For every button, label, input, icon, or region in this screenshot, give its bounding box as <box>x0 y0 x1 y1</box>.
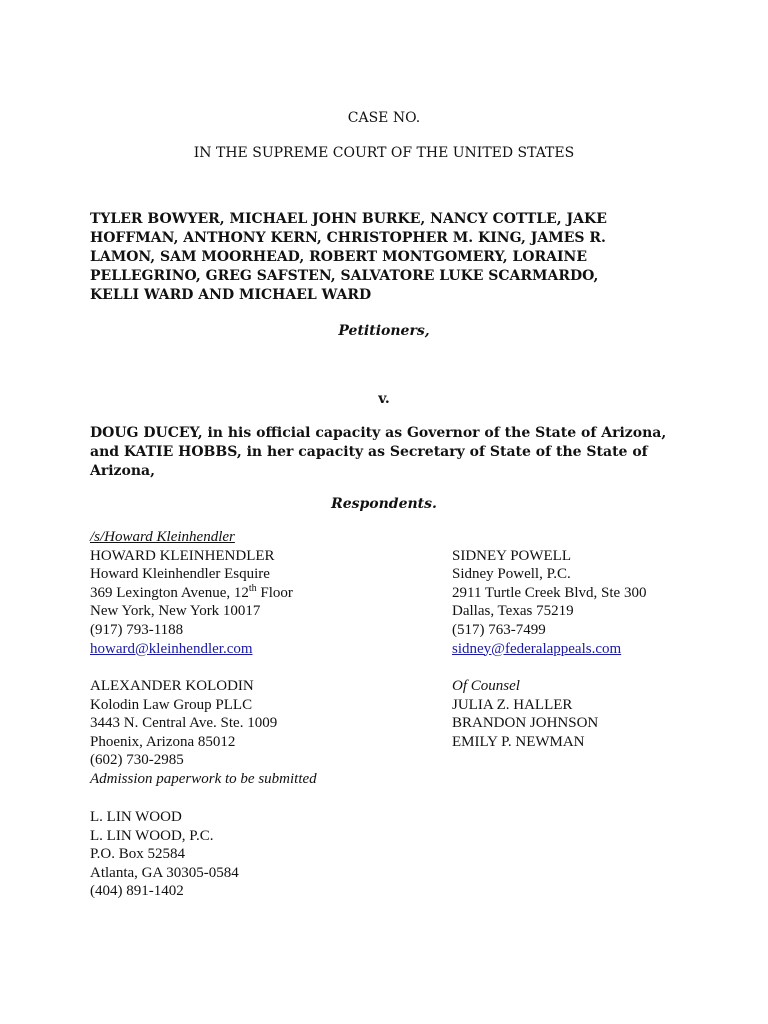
counsel-city: Atlanta, GA 30305-0584 <box>90 864 239 881</box>
counsel-name: HOWARD KLEINHENDLER <box>90 547 275 564</box>
counsel-name: ALEXANDER KOLODIN <box>90 678 254 694</box>
counsel-city: New York, New York 10017 <box>90 603 261 620</box>
counsel-phone: (517) 763-7499 <box>452 621 546 638</box>
respondents-line: DOUG DUCEY, in his official capacity as Governor of the State of Arizona, <box>90 425 667 441</box>
case-number-heading: CASE NO. <box>347 110 421 126</box>
counsel-firm: Kolodin Law Group PLLC <box>90 696 253 713</box>
of-counsel-name: EMILY P. NEWMAN <box>452 733 585 750</box>
counsel-firm: Sidney Powell, P.C. <box>452 566 571 583</box>
respondents-block <box>90 424 680 481</box>
signature-line: /s/Howard Kleinhendler <box>90 529 235 545</box>
petitioners-line: KELLI WARD AND MICHAEL WARD <box>90 287 372 303</box>
counsel-kleinhendler <box>90 528 293 658</box>
petitioners-line: LAMON, SAM MOORHEAD, ROBERT MONTGOMERY, LORAINE <box>90 249 587 265</box>
counsel-phone: (917) 793-1188 <box>90 621 184 638</box>
respondents-line: Arizona, <box>90 463 155 479</box>
petitioners-line: HOFFMAN, ANTHONY KERN, CHRISTOPHER M. KING, JAMES R. <box>90 230 606 246</box>
versus-label: v. <box>378 391 390 407</box>
address-ordinal: th <box>248 582 257 594</box>
of-counsel-block <box>452 677 598 751</box>
counsel-firm: Howard Kleinhendler Esquire <box>90 566 270 583</box>
counsel-address: 2911 Turtle Creek Blvd, Ste 300 <box>452 584 647 601</box>
counsel-phone: (404) 891-1402 <box>90 883 184 900</box>
counsel-name: SIDNEY POWELL <box>452 547 572 564</box>
petitioners-line: TYLER BOWYER, MICHAEL JOHN BURKE, NANCY COTTLE, JAKE <box>90 211 607 227</box>
counsel-address: 3443 N. Central Ave. Ste. 1009 <box>90 715 278 732</box>
admission-note: Admission paperwork to be submitted <box>90 770 317 787</box>
counsel-powell <box>452 547 646 659</box>
court-heading: IN THE SUPREME COURT OF THE UNITED STATES <box>193 145 575 161</box>
of-counsel-name: BRANDON JOHNSON <box>452 715 599 732</box>
petitioners-line: PELLEGRINO, GREG SAFSTEN, SALVATORE LUKE SCARMARDO, <box>90 268 599 284</box>
counsel-wood <box>90 808 239 901</box>
petitioners-label: Petitioners, <box>338 323 430 339</box>
of-counsel-label: Of Counsel <box>452 678 520 694</box>
counsel-kolodin <box>90 677 317 789</box>
counsel-phone: (602) 730-2985 <box>90 752 184 769</box>
counsel-name: L. LIN WOOD <box>90 809 182 825</box>
address-part: 369 Lexington Avenue, 12 <box>90 584 249 601</box>
counsel-address: P.O. Box 52584 <box>90 846 186 863</box>
counsel-firm: L. LIN WOOD, P.C. <box>90 827 214 844</box>
petitioners-block <box>90 210 680 305</box>
email-link[interactable]: sidney@federalappeals.com <box>452 640 622 657</box>
counsel-city: Phoenix, Arizona 85012 <box>90 733 236 750</box>
counsel-address <box>90 584 293 603</box>
address-part: Floor <box>256 584 293 601</box>
email-link[interactable]: howard@kleinhendler.com <box>90 640 253 657</box>
respondents-label: Respondents. <box>331 496 437 512</box>
respondents-line: and KATIE HOBBS, in her capacity as Secretary of State of the State of <box>90 444 648 460</box>
counsel-city: Dallas, Texas 75219 <box>452 603 574 620</box>
of-counsel-name: JULIA Z. HALLER <box>452 696 573 713</box>
